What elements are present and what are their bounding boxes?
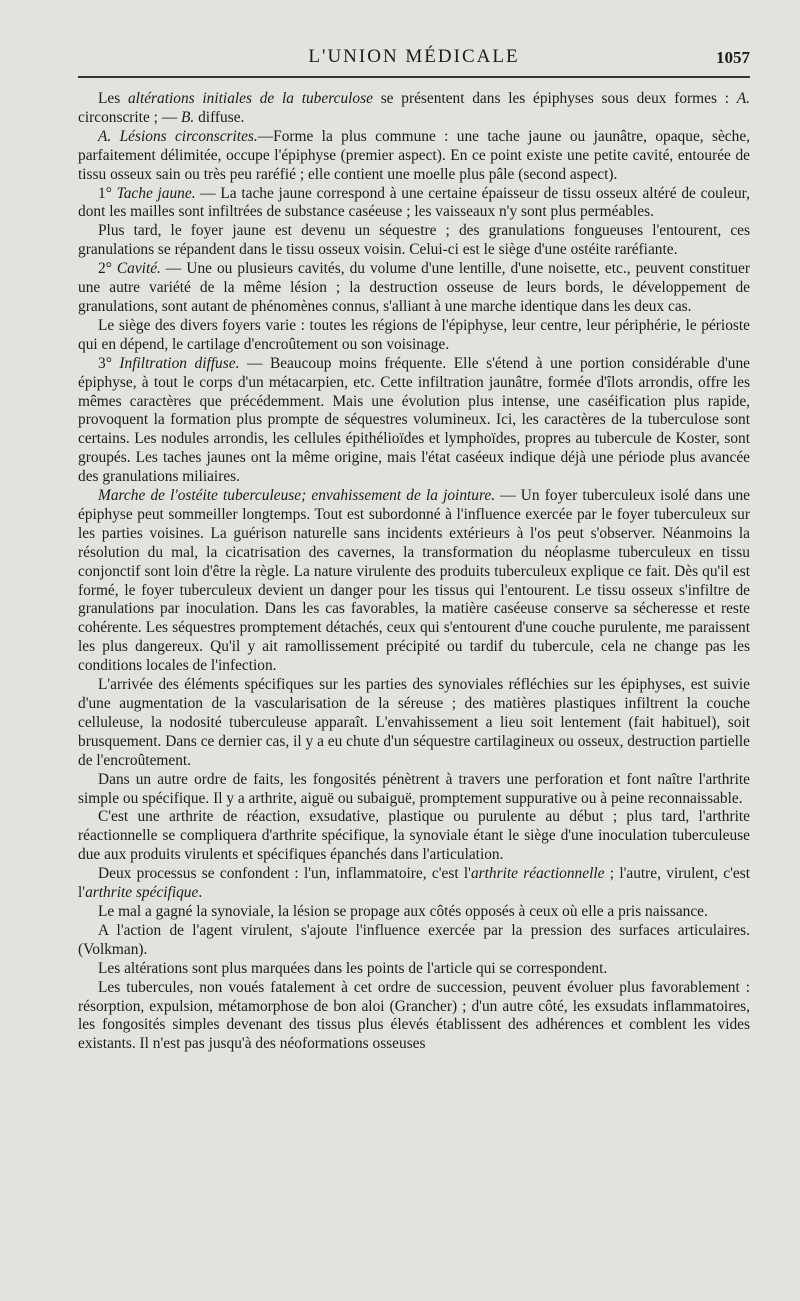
text-span: — Une ou plusieurs cavités, du volume d'une lentille, d'une noisette, etc., peuvent constituer une autre variété de la même lésion ; la destruction osseuse de leurs bords, le développement de granulations, sont autant de phénomènes connus, s'alliant à une marche identique dans les deux cas. [78, 260, 750, 315]
header-rule [78, 76, 750, 78]
text-span: . [198, 884, 203, 902]
paragraph [78, 487, 750, 676]
italic-span: Cavité. [116, 260, 161, 278]
italic-span: arthrite spécifique [85, 884, 199, 902]
paragraph [78, 260, 750, 317]
paragraph [78, 185, 750, 223]
text-span: diffuse. [194, 108, 245, 126]
running-title: L'UNION MÉDICALE [308, 46, 520, 67]
paragraph: Les tubercules, non voués fatalement à cet ordre de succession, peuvent évoluer plus favorablement : résorption, expulsion, métamorphose de bon aloi (Grancher) ; d'un autre côté, les exsudats inflammatoires, les fongosités simples devenant des tissus plus élevés établissent des adhérences et comblent les vides existants. Il n'est pas jusqu'à des néoformations osseuses [78, 978, 750, 1053]
page-number: 1057 [716, 48, 750, 67]
text-span: — La tache jaune correspond à une certaine épaisseur de tissu osseux altéré de couleur, dont les mailles sont infiltrées de substance caséeuse ; les vaisseaux n'y sont plus perméables. [78, 184, 750, 221]
paragraph [78, 128, 750, 185]
italic-span: A. Lésions circonscrites. [98, 127, 258, 145]
paragraph [78, 355, 750, 487]
paragraph: Le siège des divers foyers varie : toutes les régions de l'épiphyse, leur centre, leur périphérie, le périoste qui en dépend, le cartilage d'encroûtement ou son voisinage. [78, 316, 750, 353]
text-span: Les [98, 90, 128, 107]
text-span: — Un foyer tuberculeux isolé dans une épiphyse peut sommeiller longtemps. Tout est subordonné à l'influence exercée par le foyer tuberculeux sur les parties voisines. La guérison naturelle sans incidents extérieurs à l'os peut s'observer. Néanmoins la résolution du mal, la cicatrisation des cavernes, la transformation du néoplasme tuberculeux en tissu conjonctif sont loin d'être la règle. La nature virulente des produits tuberculeux explique ce fait. Dès qu'il est formé, le foyer tuberculeux devient un danger pour les tissus qui l'entourent. Le tissu osseux s'infiltre de granulations par inoculation. Dans les cas favorables, la matière caséeuse conserve sa sécheresse et reste cohérente. Les séquestres promptement détachés, ceux qui s'entourent d'une couche purulente, me paraissent les plus dangereux. Qu'il y ait ramollissement précipité ou tardif du tubercule, cela ne change pas les conditions locales de l'infection. [78, 487, 750, 675]
text-span: — Beaucoup moins fréquente. Elle s'étend à une portion considérable d'une épiphyse, à tout le corps d'un métacarpien, etc. Cette infiltration jaunâtre, formée d'îlots arrondis, offre les mêmes caractères que précédemment. Mais une évolution plus intense, une caséification plus rapide, provoquent la formation plus prompte de séquestres volumineux. Ici, les caractères de la tuberculose sont certains. Les nodules arrondis, les cellules épithélioïdes et lymphoïdes, propres au tubercule de Koster, sont groupés. Les taches jaunes ont la même origine, mais l'état caséeux indique déjà une période plus avancée des granulations miliaires. [78, 354, 751, 486]
text-span: se présentent dans les épiphyses sous deux formes : [372, 90, 737, 107]
page-header [78, 46, 750, 76]
text-span: Deux processus se confondent : l'un, inflammatoire, c'est l' [98, 865, 471, 883]
italic-span: altérations initiales de la tuberculose [127, 90, 373, 107]
paragraph: Les altérations sont plus marquées dans les points de l'article qui se correspondent. [98, 959, 608, 977]
paragraph: Dans un autre ordre de faits, les fongosités pénètrent à travers une perforation et font naître l'arthrite simple ou spécifique. Il y a arthrite, aiguë ou subaiguë, promptement suppurative ou à peine reconnaissable. [78, 770, 750, 807]
paragraph: A l'action de l'agent virulent, s'ajoute l'influence exercée par la pression des surfaces articulaires. (Volkman). [78, 921, 750, 958]
paragraph: Le mal a gagné la synoviale, la lésion se propage aux côtés opposés à ceux où elle a pris naissance. [98, 902, 708, 920]
text-span: 2° [98, 260, 117, 278]
paragraph: L'arrivée des éléments spécifiques sur les parties des synoviales réfléchies sur les épiphyses, est suivie d'une augmentation de la vascularisation de la séreuse ; des matières plastiques infiltrent la couche celluleuse, la nodosité tuberculeuse apparaît. L'envahissement a lieu soit lentement (fait habituel), soit brusquement. Dans ce dernier cas, il y a eu chute d'un séquestre cartilagineux ou osseux, destruction partielle de l'encroûtement. [78, 676, 750, 769]
italic-span: A. [736, 90, 750, 107]
italic-span: B. [181, 108, 195, 126]
paragraph: C'est une arthrite de réaction, exsudative, plastique ou purulente au début ; plus tard, l'arthrite réactionnelle se compliquera d'arthrite spécifique, la synoviale étant le siège d'une inoculation tuberculeuse due aux produits virulents et spécifiques épanchés dans l'articulation. [78, 808, 750, 864]
italic-span: Infiltration diffuse. [119, 354, 240, 372]
text-span: circonscrite ; — [78, 108, 181, 126]
italic-span: Marche de l'ostéite tuberculeuse; envahissement de la jointure. [98, 487, 496, 505]
text-span: 3° [98, 354, 120, 372]
text-span: ; l'autre, virulent, c'est l' [78, 865, 750, 902]
paragraph [78, 90, 750, 128]
text-span: 1° [98, 184, 117, 202]
paragraph: Plus tard, le foyer jaune est devenu un séquestre ; des granulations fongueuses l'entourent, ces granulations se répandent dans le tissu osseux voisin. Celui-ci est le siège d'une ostéite raréfiante. [78, 222, 750, 259]
text-span: —Forme la plus commune : une tache jaune ou jaunâtre, opaque, sèche, parfaitement délimitée, occupe l'épiphyse (premier aspect). En ce point existe une petite cavité, entourée de tissu osseux sain ou très peu raréfié ; elle contient une moelle plus pâle (second aspect). [78, 127, 750, 183]
italic-span: arthrite réactionnelle [470, 865, 605, 883]
italic-span: Tache jaune. [116, 184, 196, 202]
article-body [78, 90, 750, 1054]
paragraph [78, 865, 750, 903]
